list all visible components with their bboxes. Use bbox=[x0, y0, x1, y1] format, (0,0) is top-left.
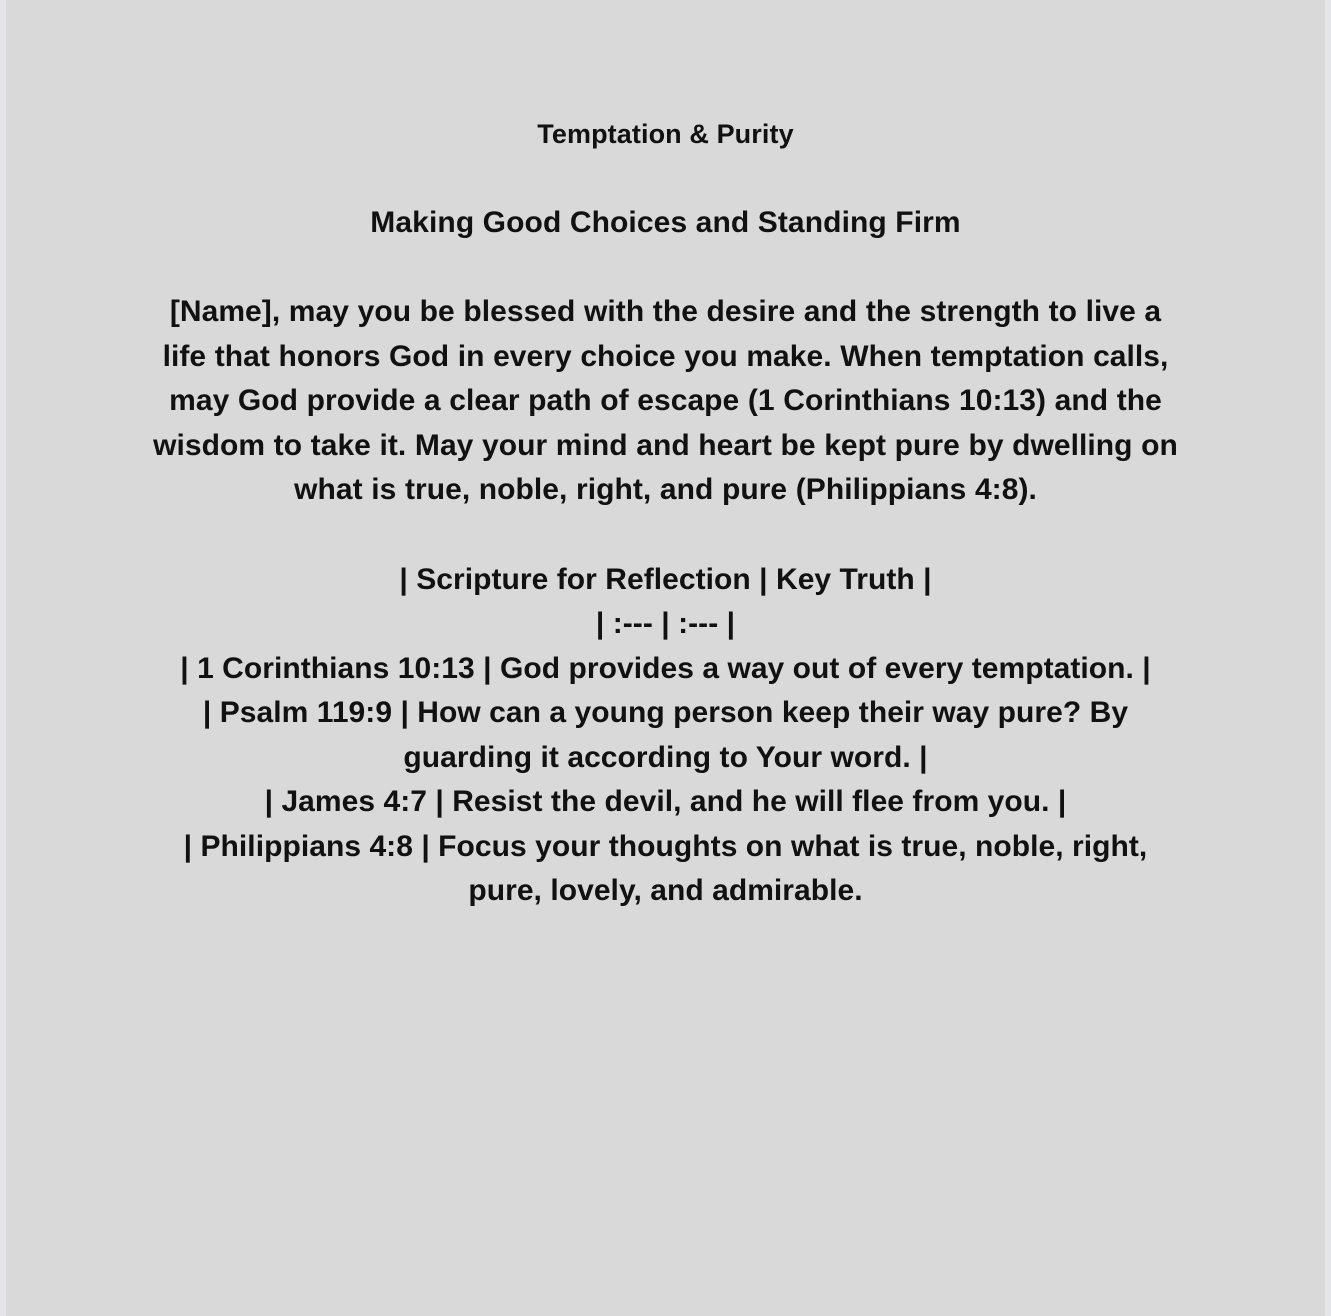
subtitle-body-spacer bbox=[148, 245, 1183, 290]
document-content bbox=[148, 112, 1183, 914]
blessing-paragraph: [Name], may you be blessed with the desire and the strength to live a life that honors God in every choice you make. When temptation calls, may God provide a clear path of escape (1 Corinthians 10:13) and the wisdom to take it. May your mind and heart be kept pure by dwelling on what is true, noble, right, and pure (Philippians 4:8). bbox=[153, 295, 1178, 506]
scripture-table-header-row: | Scripture for Reflection | Key Truth | bbox=[399, 562, 932, 596]
table-row: | Philippians 4:8 | Focus your thoughts on what is true, noble, right, pure, lovely, and admirable. bbox=[183, 829, 1148, 907]
table-row: | Psalm 119:9 | How can a young person keep their way pure? By guarding it according to Your word. | bbox=[202, 696, 1129, 774]
body-table-spacer bbox=[148, 513, 1183, 558]
scripture-table-block bbox=[148, 558, 1183, 914]
table-row: | 1 Corinthians 10:13 | God provides a way out of every temptation. | bbox=[180, 651, 1151, 685]
page-title: Temptation & Purity bbox=[537, 119, 794, 149]
table-row: | James 4:7 | Resist the devil, and he will flee from you. | bbox=[264, 785, 1067, 818]
page-right-edge-strip bbox=[1325, 0, 1331, 1316]
title-subtitle-spacer bbox=[148, 156, 1183, 201]
scripture-table-separator-row: | :--- | :--- | bbox=[595, 607, 736, 640]
page-left-edge-strip bbox=[0, 0, 6, 1316]
page-subtitle: Making Good Choices and Standing Firm bbox=[370, 206, 961, 239]
